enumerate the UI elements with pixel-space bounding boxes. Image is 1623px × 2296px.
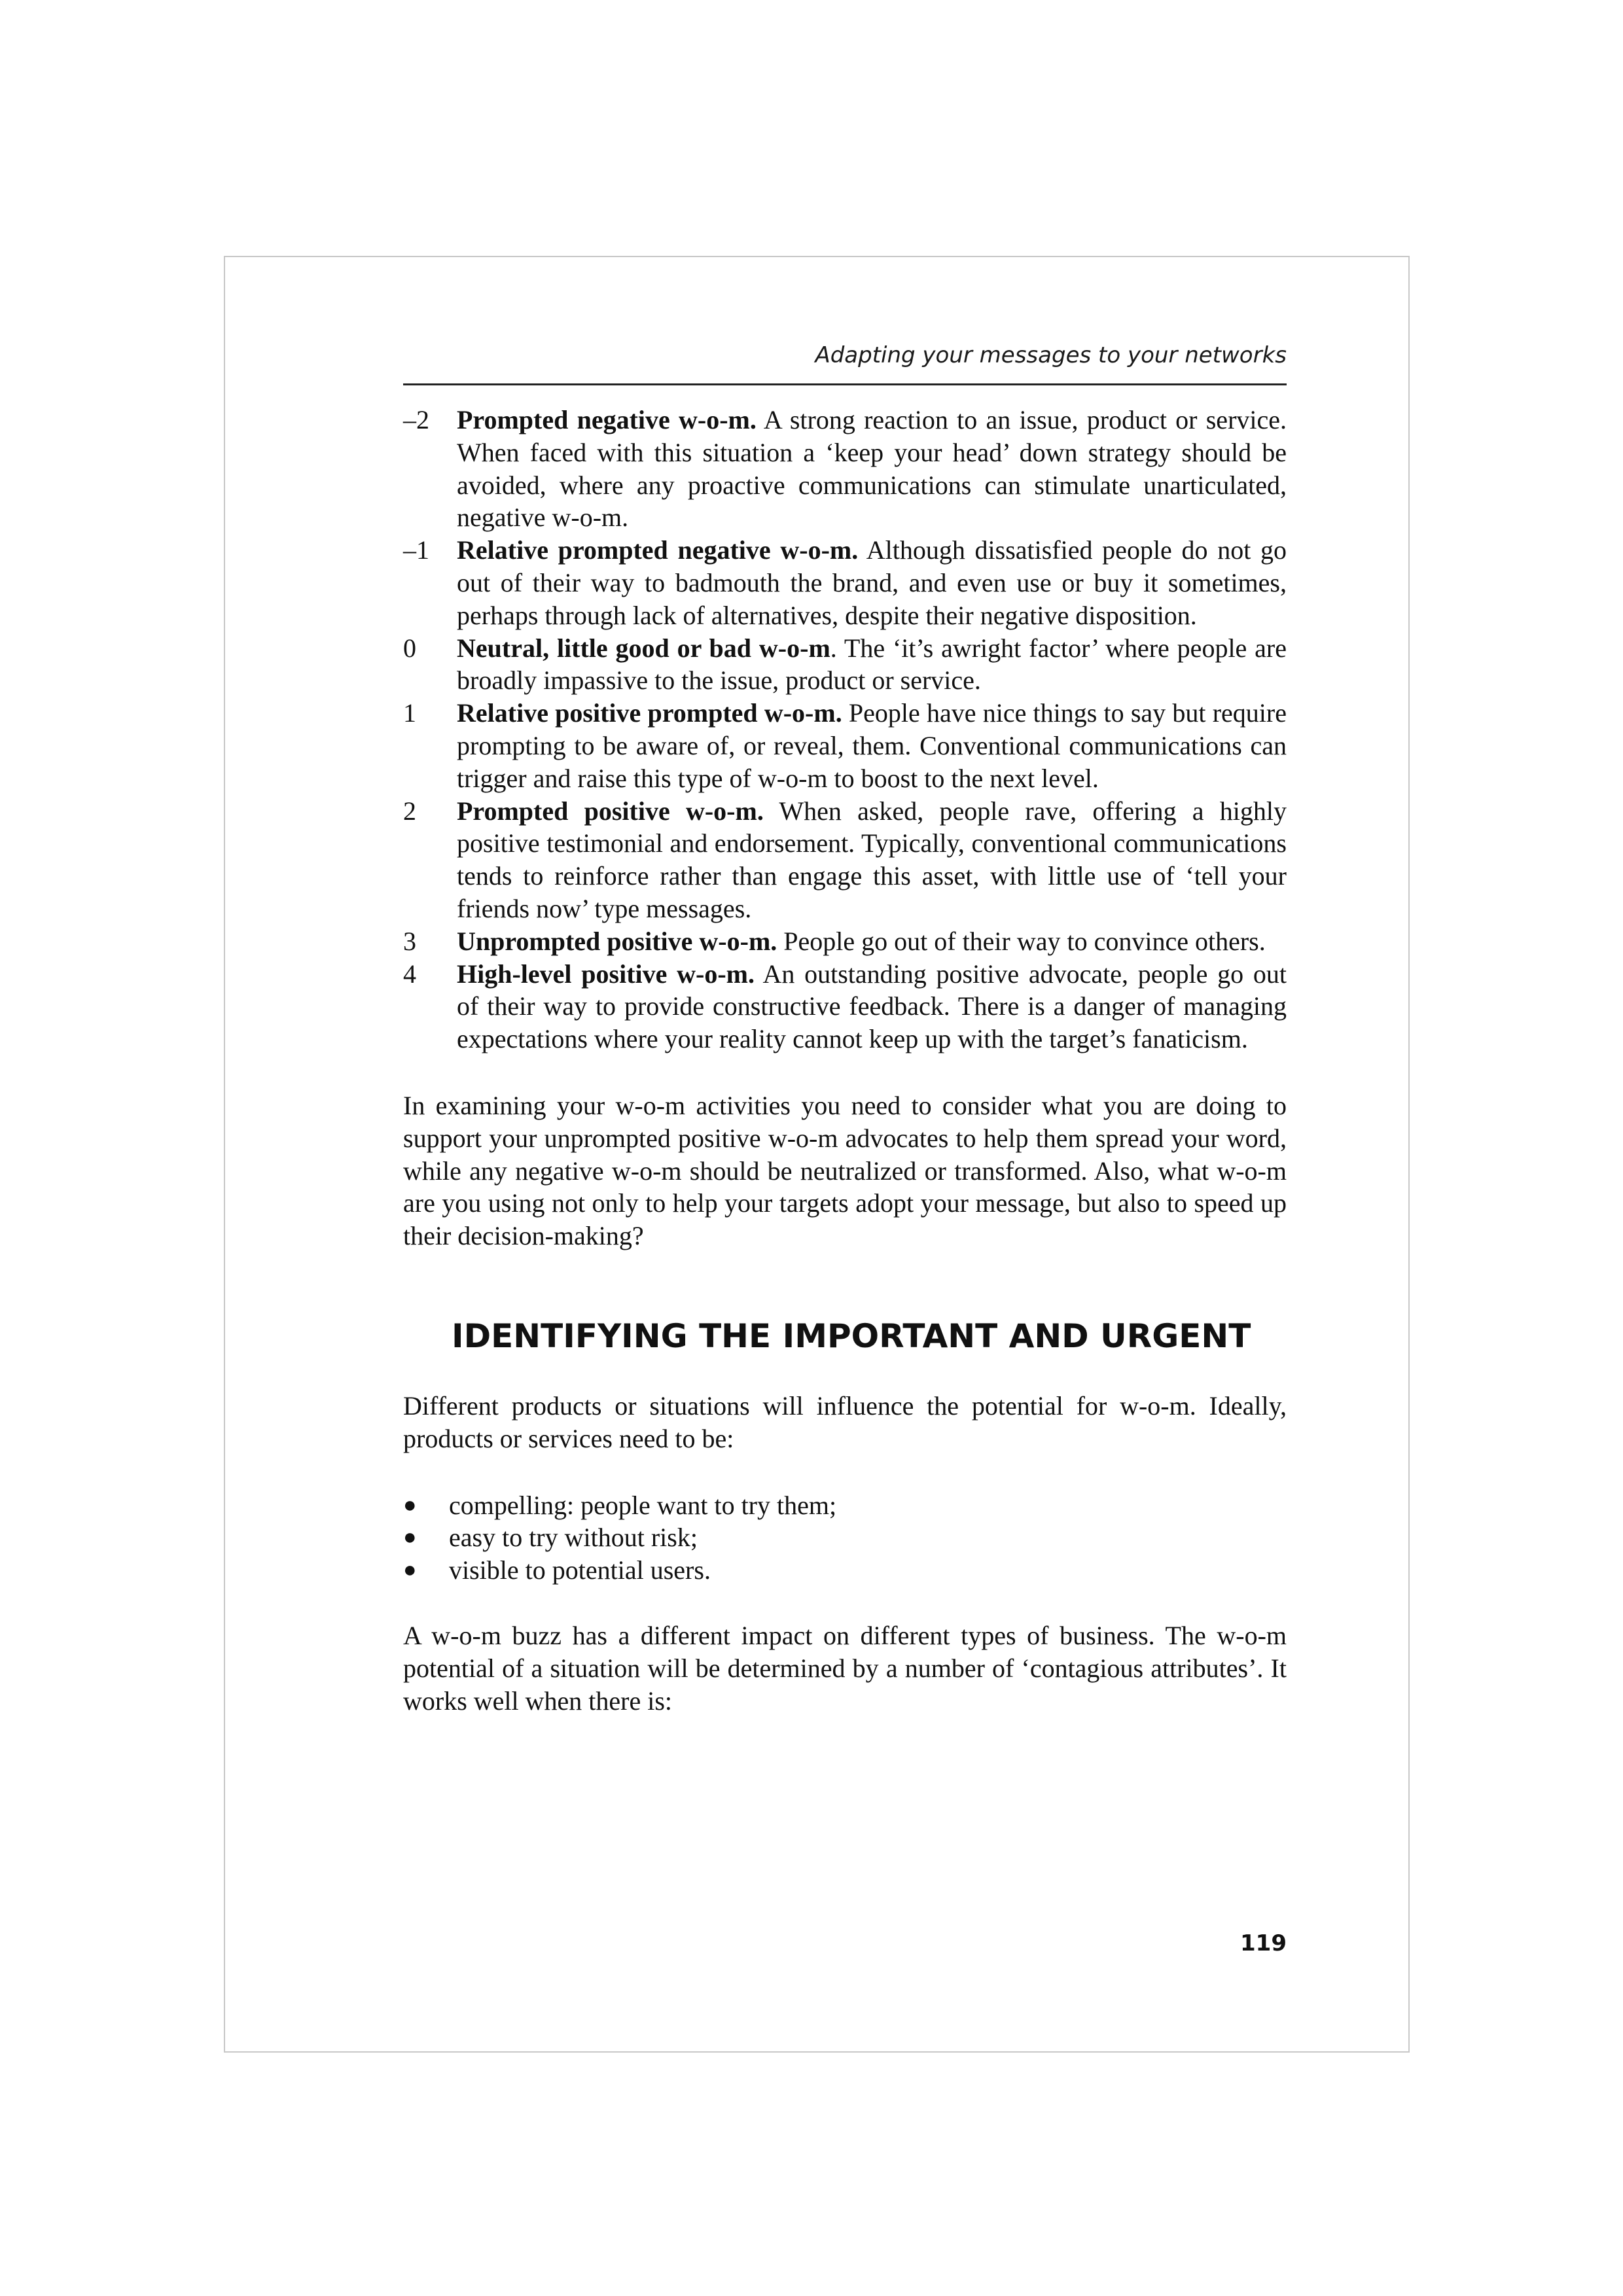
scale-text: People have nice things to say but require prompting to be aware of, or reveal, them. Conventional communications can trigger and raise this type of w-o-m to boost to the next level. <box>457 698 1287 793</box>
list-item <box>403 632 1287 698</box>
list-item <box>403 1489 1287 1522</box>
scale-description <box>457 795 1287 925</box>
bullet-text: compelling: people want to try them; <box>449 1490 837 1520</box>
scale-text: An outstanding positive advocate, people go out of their way to provide constructive feedback. There is a danger of managing expectations where your reality cannot keep up with the target’s fanaticism. <box>457 959 1287 1054</box>
scale-description <box>457 534 1287 631</box>
scale-description <box>457 925 1287 958</box>
scale-description <box>457 632 1287 698</box>
scale-text: When asked, people rave, offering a highly positive testimonial and endorsement. Typically, conventional communications tends to reinforce rather than engage this asset, with little use of ‘tell your friends now’ type messages. <box>457 796 1287 923</box>
bullet-icon: ● <box>403 1525 417 1550</box>
scale-number: 1 <box>403 698 416 728</box>
list-item <box>403 925 1287 958</box>
bullet-text: visible to potential users. <box>449 1555 711 1585</box>
scale-number: 0 <box>403 633 416 663</box>
list-item <box>403 697 1287 794</box>
list-item <box>403 958 1287 1055</box>
scale-term: Relative prompted negative w-o-m. <box>457 535 859 565</box>
w-o-m-scale-list <box>403 404 1287 1055</box>
paragraph-buzz: A w-o-m buzz has a different impact on different types of business. The w-o-m potential of a situation will be determined by a number of ‘contagious attributes’. It works well when there is: <box>403 1620 1287 1716</box>
scale-description <box>457 404 1287 534</box>
scale-term: Relative positive prompted w-o-m. <box>457 698 842 728</box>
paragraph-examining: In examining your w-o-m activities you need to consider what you are doing to support your unprompted positive w-o-m advocates to help them spread your word, while any negative w-o-m should be neutralized or transformed. Also, what w-o-m are you using not only to help your targets adopt your message, but also to speed up their decision-making? <box>403 1090 1287 1251</box>
scale-term: Prompted positive w-o-m. <box>457 796 764 826</box>
list-item <box>403 404 1287 534</box>
list-item <box>403 795 1287 925</box>
scale-number: 3 <box>403 926 416 956</box>
page-number: 119 <box>1240 1930 1287 1956</box>
header-rule <box>403 383 1287 385</box>
paragraph-different-products: Different products or situations will influence the potential for w-o-m. Ideally, products or services need to be: <box>403 1390 1287 1453</box>
scale-text: . The ‘it’s awright factor’ where people are broadly impassive to the issue, product or service. <box>457 633 1287 696</box>
scale-term: Neutral, little good or bad w-o-m <box>457 633 830 663</box>
scale-text: People go out of their way to convince others. <box>777 926 1266 956</box>
bullet-icon: ● <box>403 1558 417 1583</box>
scale-text: Although dissatisfied people do not go out of their way to badmouth the brand, and even use or buy it sometimes, perhaps through lack of alternatives, despite their negative disposition. <box>457 535 1287 630</box>
scale-description <box>457 697 1287 794</box>
scale-number: 4 <box>403 959 416 989</box>
list-item <box>403 1521 1287 1554</box>
scale-description <box>457 958 1287 1055</box>
bullet-icon: ● <box>403 1492 417 1517</box>
list-item <box>403 534 1287 631</box>
bullet-list <box>403 1489 1287 1587</box>
list-item <box>403 1554 1287 1587</box>
page-content <box>403 340 1287 1717</box>
scale-term: Prompted negative w-o-m. <box>457 405 757 434</box>
bullet-text: easy to try without risk; <box>449 1523 698 1553</box>
scale-number: –1 <box>403 535 429 565</box>
scale-number: 2 <box>403 796 416 826</box>
scale-term: Unprompted positive w-o-m. <box>457 926 777 956</box>
scale-text: A strong reaction to an issue, product or service. When faced with this situation a ‘keep your head’ down strategy should be avoided, where any proactive communications can stimulate unarticulated, negative w-o-m. <box>457 405 1287 533</box>
running-head: Adapting your messages to your networks <box>815 342 1287 368</box>
scale-term: High-level positive w-o-m. <box>457 959 755 989</box>
scale-number: –2 <box>403 405 429 434</box>
section-heading: IDENTIFYING THE IMPORTANT AND URGENT <box>452 1316 1251 1355</box>
